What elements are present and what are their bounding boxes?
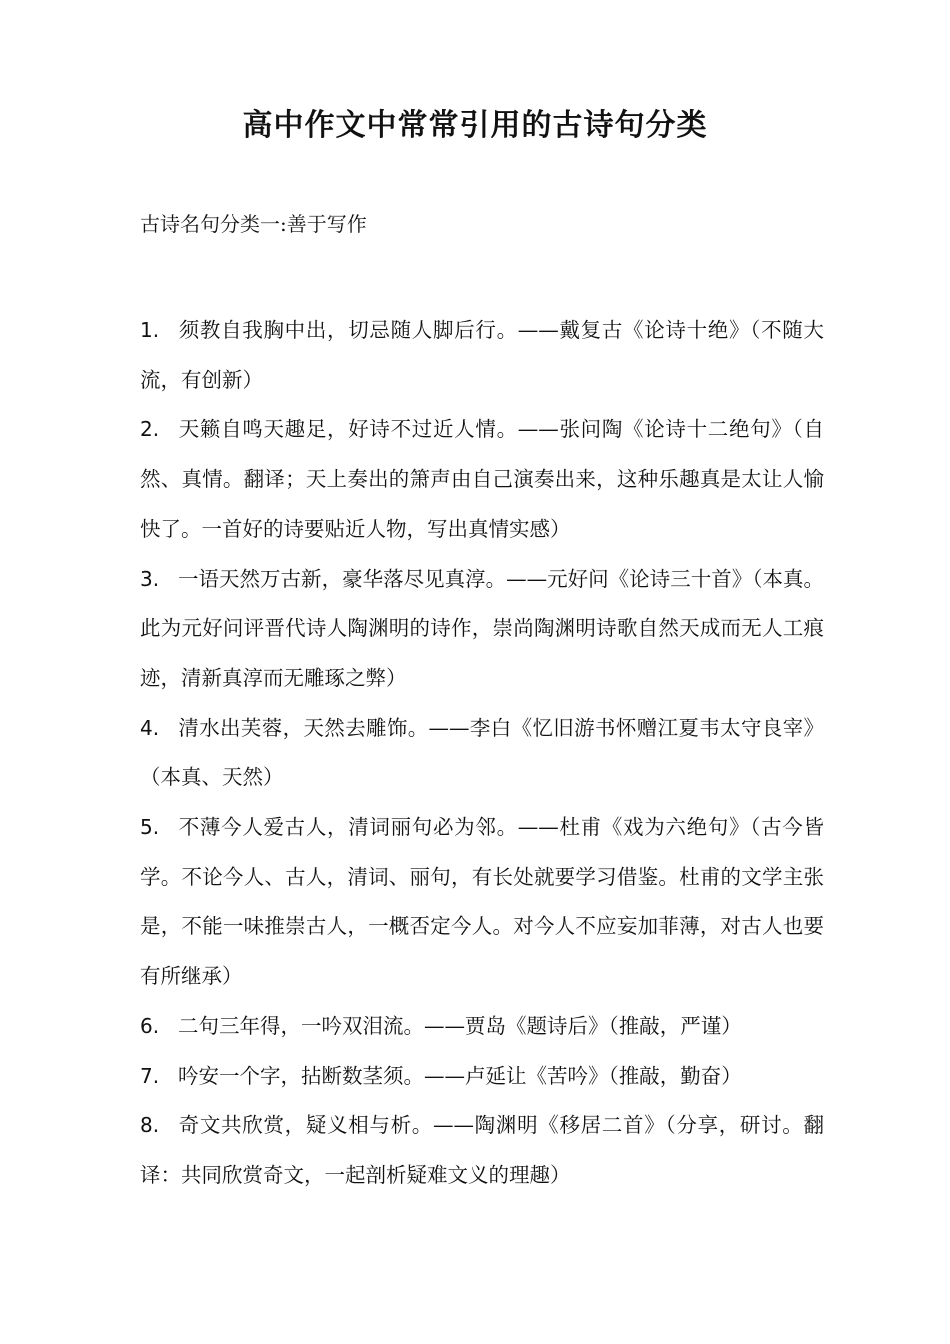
item-number: 2. bbox=[140, 417, 160, 442]
item-text: 须教自我胸中出，切忌随人脚后行。——戴复古《论诗十绝》（不随大流，有创新） bbox=[140, 318, 824, 392]
item-number: 7. bbox=[140, 1063, 160, 1088]
item-number: 5. bbox=[140, 815, 160, 840]
item-number: 4. bbox=[140, 715, 160, 740]
item-text: 不薄今人爱古人，清词丽句必为邻。——杜甫《戏为六绝句》（古今皆学。不论今人、古人，清词、丽句，有长处就要学习借鉴。杜甫的文学主张是，不能一味推崇古人，一概否定今人。对今人不应妄加菲薄，对古人也要有所继承） bbox=[140, 815, 824, 989]
poem-list bbox=[140, 306, 824, 1201]
list-item bbox=[140, 405, 824, 554]
item-text: 一语天然万古新，豪华落尽见真淳。——元好问《论诗三十首》（本真。此为元好问评晋代诗人陶渊明的诗作，崇尚陶渊明诗歌自然天成而无人工痕迹，清新真淳而无雕琢之弊） bbox=[140, 566, 824, 690]
list-item bbox=[140, 1052, 824, 1102]
item-number: 6. bbox=[140, 1013, 160, 1038]
document-title: 高中作文中常常引用的古诗句分类 bbox=[242, 108, 708, 143]
item-number: 3. bbox=[140, 566, 160, 591]
list-item bbox=[140, 803, 824, 1002]
item-text: 清水出芙蓉，天然去雕饰。——李白《忆旧游书怀赠江夏韦太守良宰》（本真、天然） bbox=[140, 715, 824, 790]
item-text: 天籁自鸣天趣足，好诗不过近人情。——张问陶《论诗十二绝句》（自然、真情。翻译；天上奏出的箫声由自己演奏出来，这种乐趣真是太让人愉快了。一首好的诗要贴近人物，写出真情实感） bbox=[140, 417, 824, 541]
list-item bbox=[140, 306, 824, 405]
item-number: 8. bbox=[140, 1113, 160, 1138]
item-number: 1. bbox=[140, 318, 160, 342]
section-heading: 古诗名句分类一:善于写作 bbox=[140, 212, 367, 236]
list-item bbox=[140, 1101, 824, 1200]
item-text: 奇文共欣赏，疑义相与析。——陶渊明《移居二首》（分享，研讨。翻译：共同欣赏奇文，一起剖析疑难文义的理趣） bbox=[140, 1113, 824, 1187]
item-text: 吟安一个字，拈断数茎须。——卢延让《苦吟》（推敲，勤奋） bbox=[178, 1063, 742, 1088]
item-text: 二句三年得，一吟双泪流。——贾岛《题诗后》（推敲，严谨） bbox=[178, 1013, 742, 1038]
list-item bbox=[140, 555, 824, 704]
list-item bbox=[140, 1002, 824, 1052]
list-item bbox=[140, 704, 824, 803]
